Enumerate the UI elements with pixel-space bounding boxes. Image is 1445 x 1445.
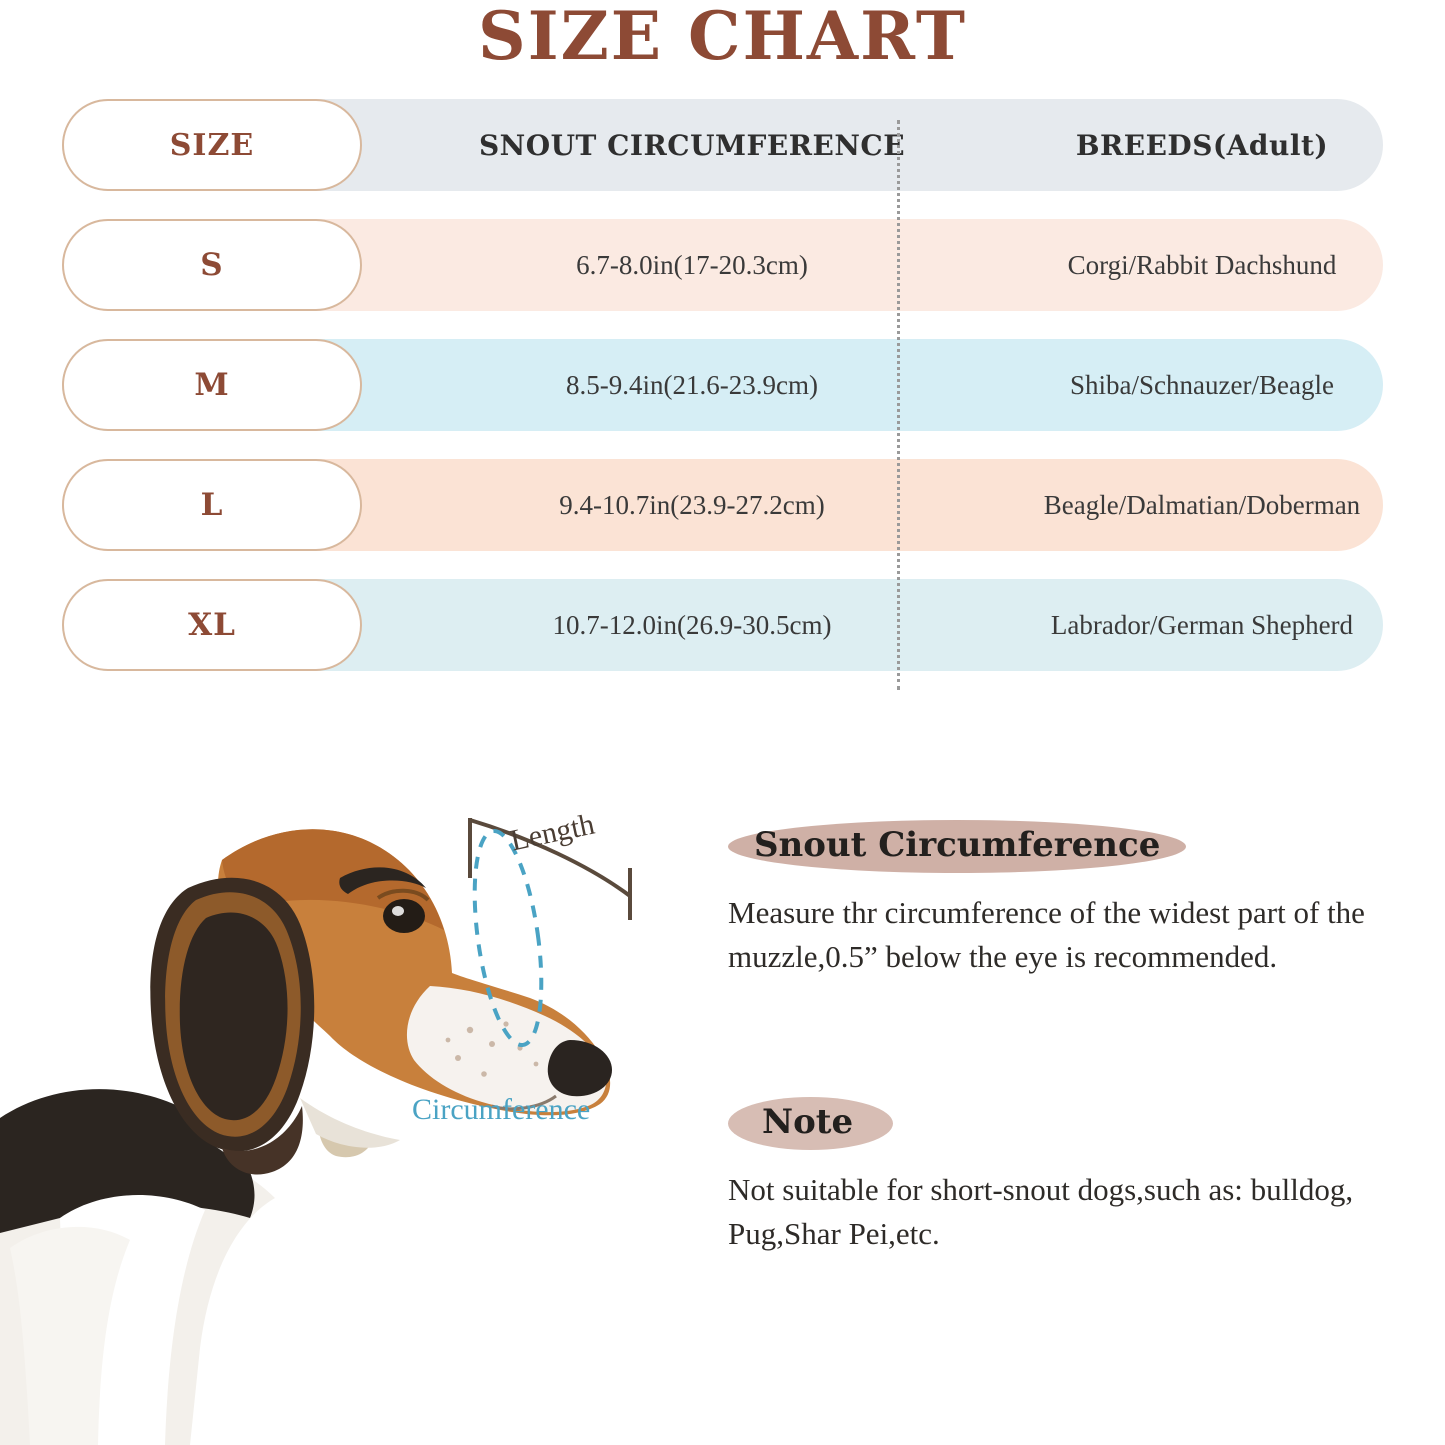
cell-breeds: Corgi/Rabbit Dachshund	[1067, 249, 1337, 280]
circumference-label: Circumference	[412, 1093, 591, 1126]
column-header-snout: SNOUT CIRCUMFERENCE	[478, 128, 906, 162]
column-header-breeds: BREEDS(Adult)	[1075, 128, 1329, 162]
snout-circumference-text: Measure thr circumference of the widest part of the muzzle,0.5” below the eye is recommended.	[728, 895, 1365, 975]
column-header-size: SIZE	[62, 99, 362, 191]
cell-breeds: Beagle/Dalmatian/Doberman	[1043, 489, 1361, 520]
size-chart-table	[62, 99, 1383, 671]
dog-photo	[0, 748, 700, 1445]
note-text: Not suitable for short-snout dogs,such as: bulldog, Pug,Shar Pei,etc.	[728, 1172, 1354, 1252]
cell-snout: 10.7-12.0in(26.9-30.5cm)	[552, 609, 832, 640]
length-label: Length	[507, 807, 598, 858]
snout-circumference-heading: Snout Circumference	[728, 820, 1186, 873]
cell-size: M	[62, 339, 362, 431]
measurement-overlay	[0, 748, 700, 1445]
table-row	[62, 579, 1383, 671]
cell-breeds: Shiba/Schnauzer/Beagle	[1070, 369, 1334, 400]
note-block	[728, 1097, 1428, 1256]
cell-size: XL	[62, 579, 362, 671]
column-divider	[897, 120, 900, 690]
table-row	[62, 459, 1383, 551]
cell-snout: 8.5-9.4in(21.6-23.9cm)	[566, 369, 818, 400]
page-title: SIZE CHART	[478, 0, 967, 75]
cell-breeds: Labrador/German Shepherd	[1050, 609, 1354, 640]
info-panel	[728, 820, 1428, 1256]
table-header-row	[62, 99, 1383, 191]
cell-snout: 9.4-10.7in(23.9-27.2cm)	[559, 489, 825, 520]
table-row	[62, 219, 1383, 311]
cell-snout: 6.7-8.0in(17-20.3cm)	[576, 249, 808, 280]
cell-size: L	[62, 459, 362, 551]
table-row	[62, 339, 1383, 431]
cell-size: S	[62, 219, 362, 311]
note-heading: Note	[728, 1097, 893, 1150]
